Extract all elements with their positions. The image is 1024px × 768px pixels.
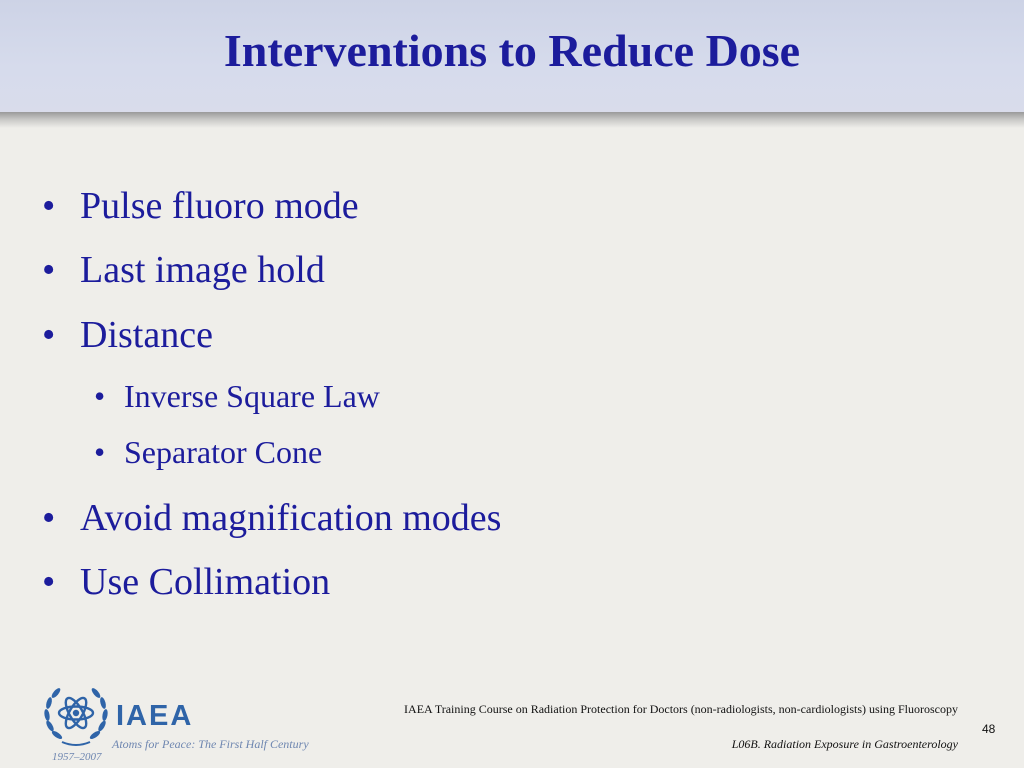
- page-number: 48: [982, 722, 996, 736]
- bullet-text: Distance: [80, 314, 213, 356]
- bullet-text: Use Collimation: [80, 561, 331, 603]
- bullet-text: Pulse fluoro mode: [80, 185, 359, 227]
- iaea-logo-text: IAEA: [116, 700, 194, 732]
- logo-tagline: Atoms for Peace: The First Half Century: [112, 737, 309, 751]
- bullet-item: [42, 248, 325, 292]
- bullet-text: Last image hold: [80, 249, 325, 291]
- bullet-dot: •: [42, 561, 56, 603]
- sub-bullet-item: [94, 378, 380, 415]
- bullet-item: [42, 313, 213, 357]
- bullet-dot: •: [94, 378, 106, 414]
- sub-bullet-item: [94, 434, 322, 471]
- bullet-dot: •: [94, 434, 106, 470]
- bullet-text: Avoid magnification modes: [80, 497, 502, 539]
- bullet-text: Separator Cone: [124, 434, 323, 470]
- slide-title: Interventions to Reduce Dose: [223, 25, 801, 76]
- bullet-dot: •: [42, 185, 56, 227]
- bullet-dot: •: [42, 497, 56, 539]
- bullet-item: [42, 184, 359, 228]
- bullet-item: [42, 560, 330, 604]
- bullet-item: [42, 496, 501, 540]
- iaea-atom-emblem-icon: [40, 684, 112, 750]
- bullet-dot: •: [42, 314, 56, 356]
- footer-course-title: IAEA Training Course on Radiation Protection for Doctors (non-radiologists, non-cardiologists) using Fluoroscopy: [404, 702, 958, 716]
- logo-years: 1957–2007: [52, 751, 102, 763]
- bullet-dot: •: [42, 249, 56, 291]
- footer-lecture-title: L06B. Radiation Exposure in Gastroenterology: [731, 737, 958, 751]
- bullet-text: Inverse Square Law: [124, 378, 380, 414]
